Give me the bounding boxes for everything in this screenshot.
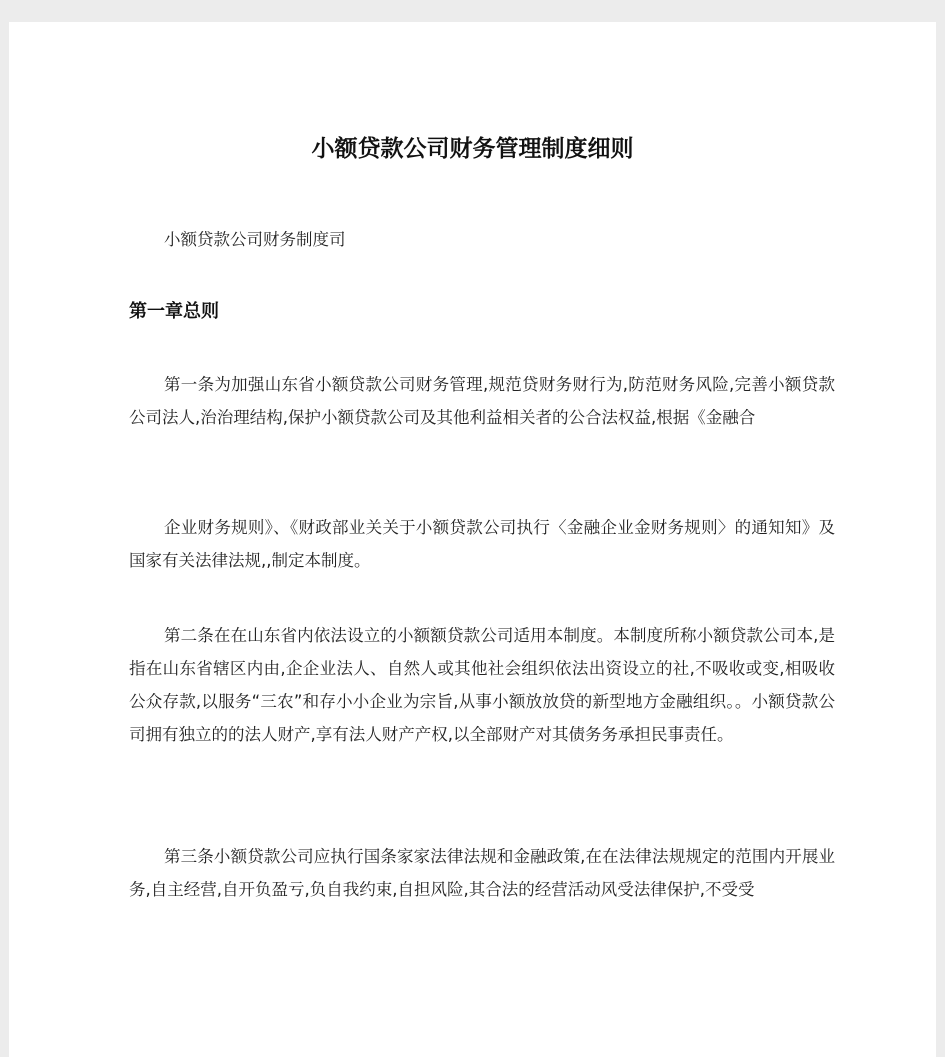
document-title: 小额贷款公司财务管理制度细则 [311, 136, 634, 162]
chapter-heading: 第一章总则 [129, 301, 219, 322]
document-subtitle: 小额贷款公司财务制度司 [164, 230, 346, 249]
paragraph-article-1-continued: 企业财务规则》、《财政部业关关于小额贷款公司执行〈金融企业金财务规则〉的通知知》及国家有关法律法规,,制定本制度。 [129, 518, 835, 570]
paragraph-article-2: 第二条在在山东省内依法设立的小额额贷款公司适用本制度。本制度所称小额贷款公司本,是指在山东省辖区内由,企企业法人、自然人或其他社会组织依法出资设立的社,不吸收或变,相吸收公众存款,以服务“三农”和存小小企业为宗旨,从事小额放放贷的新型地方金融组织。。小额贷款公司拥有独立的的法人财产,享有法人财产产权,以全部财产对其债务务承担民事责任。 [129, 626, 835, 744]
paragraph-article-1: 第一条为加强山东省小额贷款公司财务管理,规范贷财务财行为,防范财务风险,完善小额贷款公司法人,治治理结构,保护小额贷款公司及其他利益相关者的公合法权益,根据《金融合 [129, 375, 835, 427]
document-page [9, 22, 936, 1057]
paragraph-article-3: 第三条小额贷款公司应执行国条家家法律法规和金融政策,在在法律法规规定的范围内开展业务,自主经营,自开负盈亏,负自我约束,自担风险,其合法的经营活动风受法律保护,不受受 [129, 847, 835, 899]
